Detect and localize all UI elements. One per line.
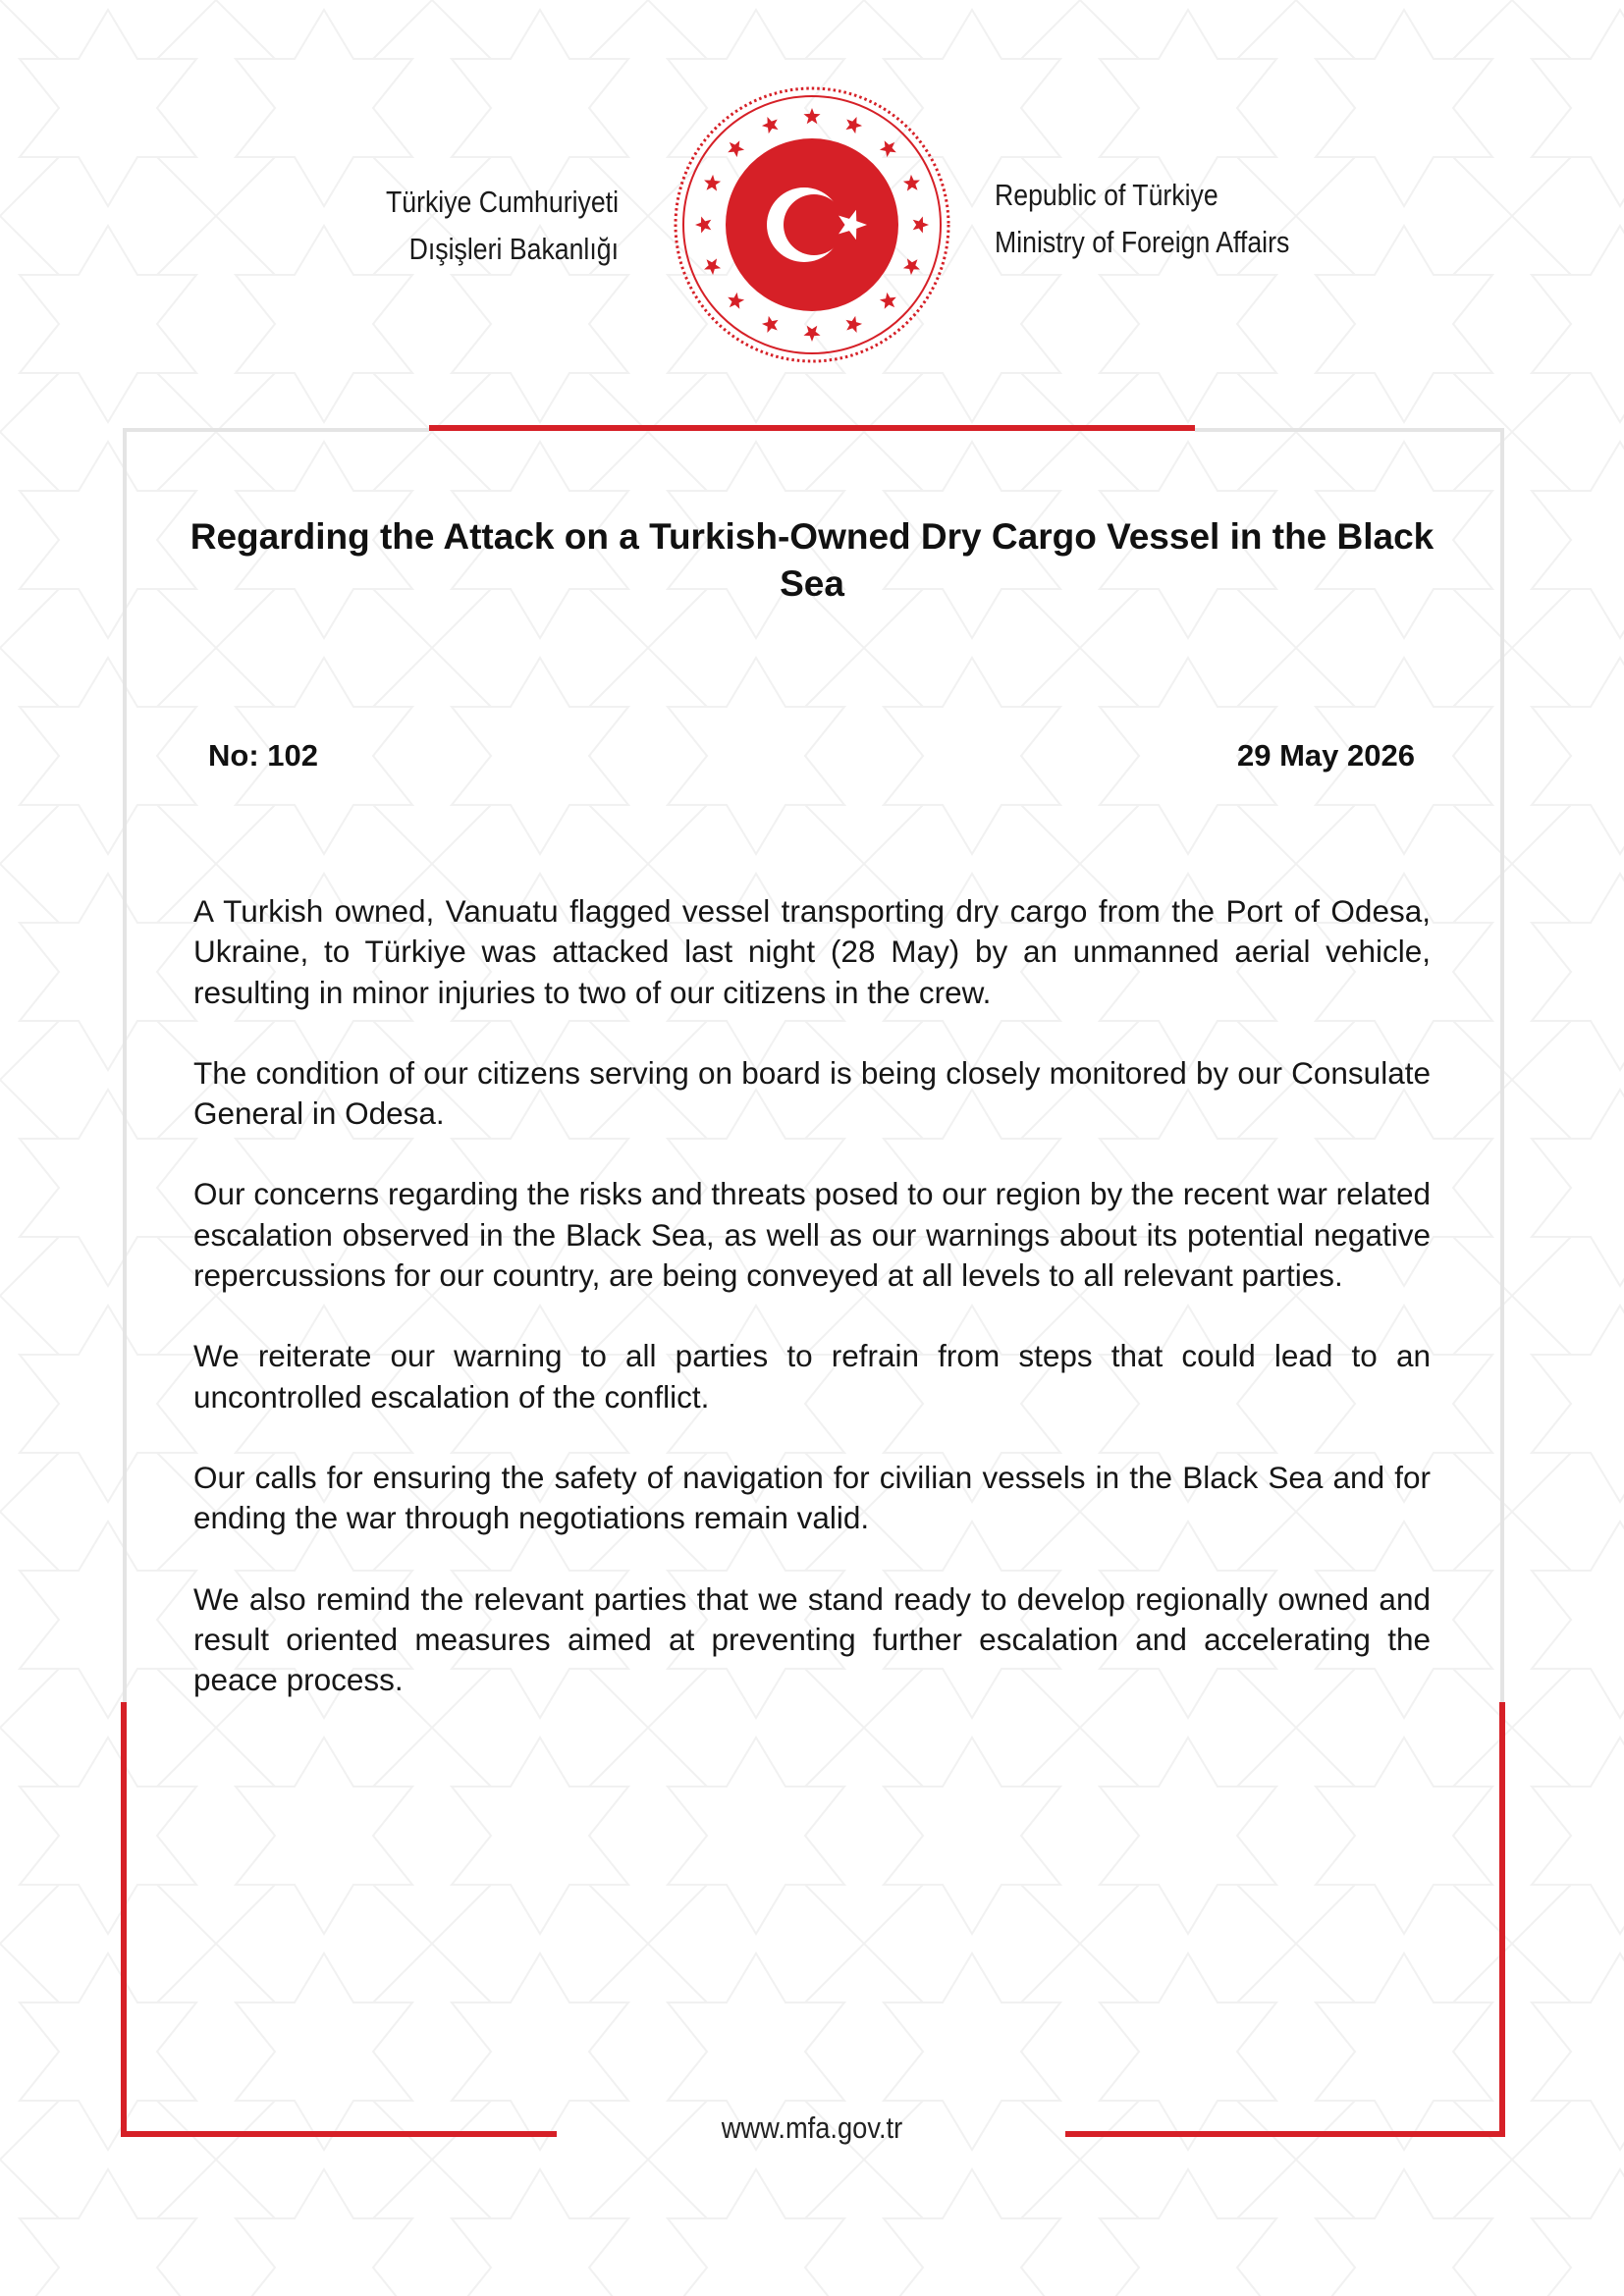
body-paragraph-3: Our concerns regarding the risks and threats posed to our region by the recent war related escalation observed in the Black Sea, as well as our warnings about its potential negative repercussions for our country, are being conveyed at all levels to all relevant parties. [193,1176,1431,1294]
letterhead-english-line-1: Republic of Türkiye [995,178,1218,212]
seal-star-icon [728,140,744,157]
seal-star-icon [762,117,779,133]
seal-star-icon [803,108,820,124]
turkish-crescent-star-seal-icon [671,83,953,366]
letterhead-turkish-line-2: Dışişleri Bakanlığı [408,232,619,266]
seal-star-icon [695,216,711,233]
letterhead-turkish [365,179,619,273]
frame-top-gray-right [1195,428,1504,432]
body-paragraph-2: The condition of our citizens serving on board is being closely monitored by our Consulate General in Odesa. [193,1054,1431,1132]
body-paragraph-5: Our calls for ensuring the safety of navigation for civilian vessels in the Black Sea and for ending the war through negotiations remain valid. [193,1459,1431,1536]
seal-star-icon [845,316,862,333]
seal-star-icon [880,293,896,309]
seal-star-icon [845,117,862,133]
seal-star-icon [704,175,721,191]
frame-left-red [121,1702,127,2136]
frame-top-red [429,425,1195,431]
footer-website-link[interactable]: www.mfa.gov.tr [721,2110,903,2145]
frame-top-gray-left [123,428,429,432]
frame-bottom-red-right [1065,2131,1505,2137]
body-paragraph-6: We also remind the relevant parties that we stand ready to develop regionally owned and result oriented measures aimed at preventing further escalation and accelerating the peace process. [193,1580,1431,1698]
seal-star-icon [704,258,721,275]
document-body [193,891,1431,1740]
frame-left-gray [123,428,127,1702]
body-paragraph-1: A Turkish owned, Vanuatu flagged vessel transporting dry cargo from the Port of Odesa, Ukraine, to Türkiye was attacked last night (28 May) by an unmanned aerial vehicle, resulting in minor injuries to two of our citizens in the crew. [193,893,1431,1010]
frame-bottom-red-left [121,2131,557,2137]
seal-star-icon [880,140,896,157]
letterhead-english [995,172,1290,266]
document-number: No: 102 [208,738,318,773]
frame-right-red [1499,1702,1505,2136]
seal-star-icon [762,316,779,333]
seal-star-icon [913,216,929,233]
seal-star-icon [803,326,820,342]
document-date: 29 May 2026 [1237,738,1415,773]
document-title: Regarding the Attack on a Turkish-Owned Dry Cargo Vessel in the Black Sea [189,516,1435,604]
seal-star-icon [903,175,920,191]
seal-star-icon [903,258,920,275]
seal-star-icon [728,293,744,309]
letterhead-english-line-2: Ministry of Foreign Affairs [995,225,1290,259]
letterhead-turkish-line-1: Türkiye Cumhuriyeti [385,185,619,219]
frame-right-gray [1500,428,1504,1702]
body-paragraph-4: We reiterate our warning to all parties to refrain from steps that could lead to an uncontrolled escalation of the conflict. [193,1338,1431,1415]
